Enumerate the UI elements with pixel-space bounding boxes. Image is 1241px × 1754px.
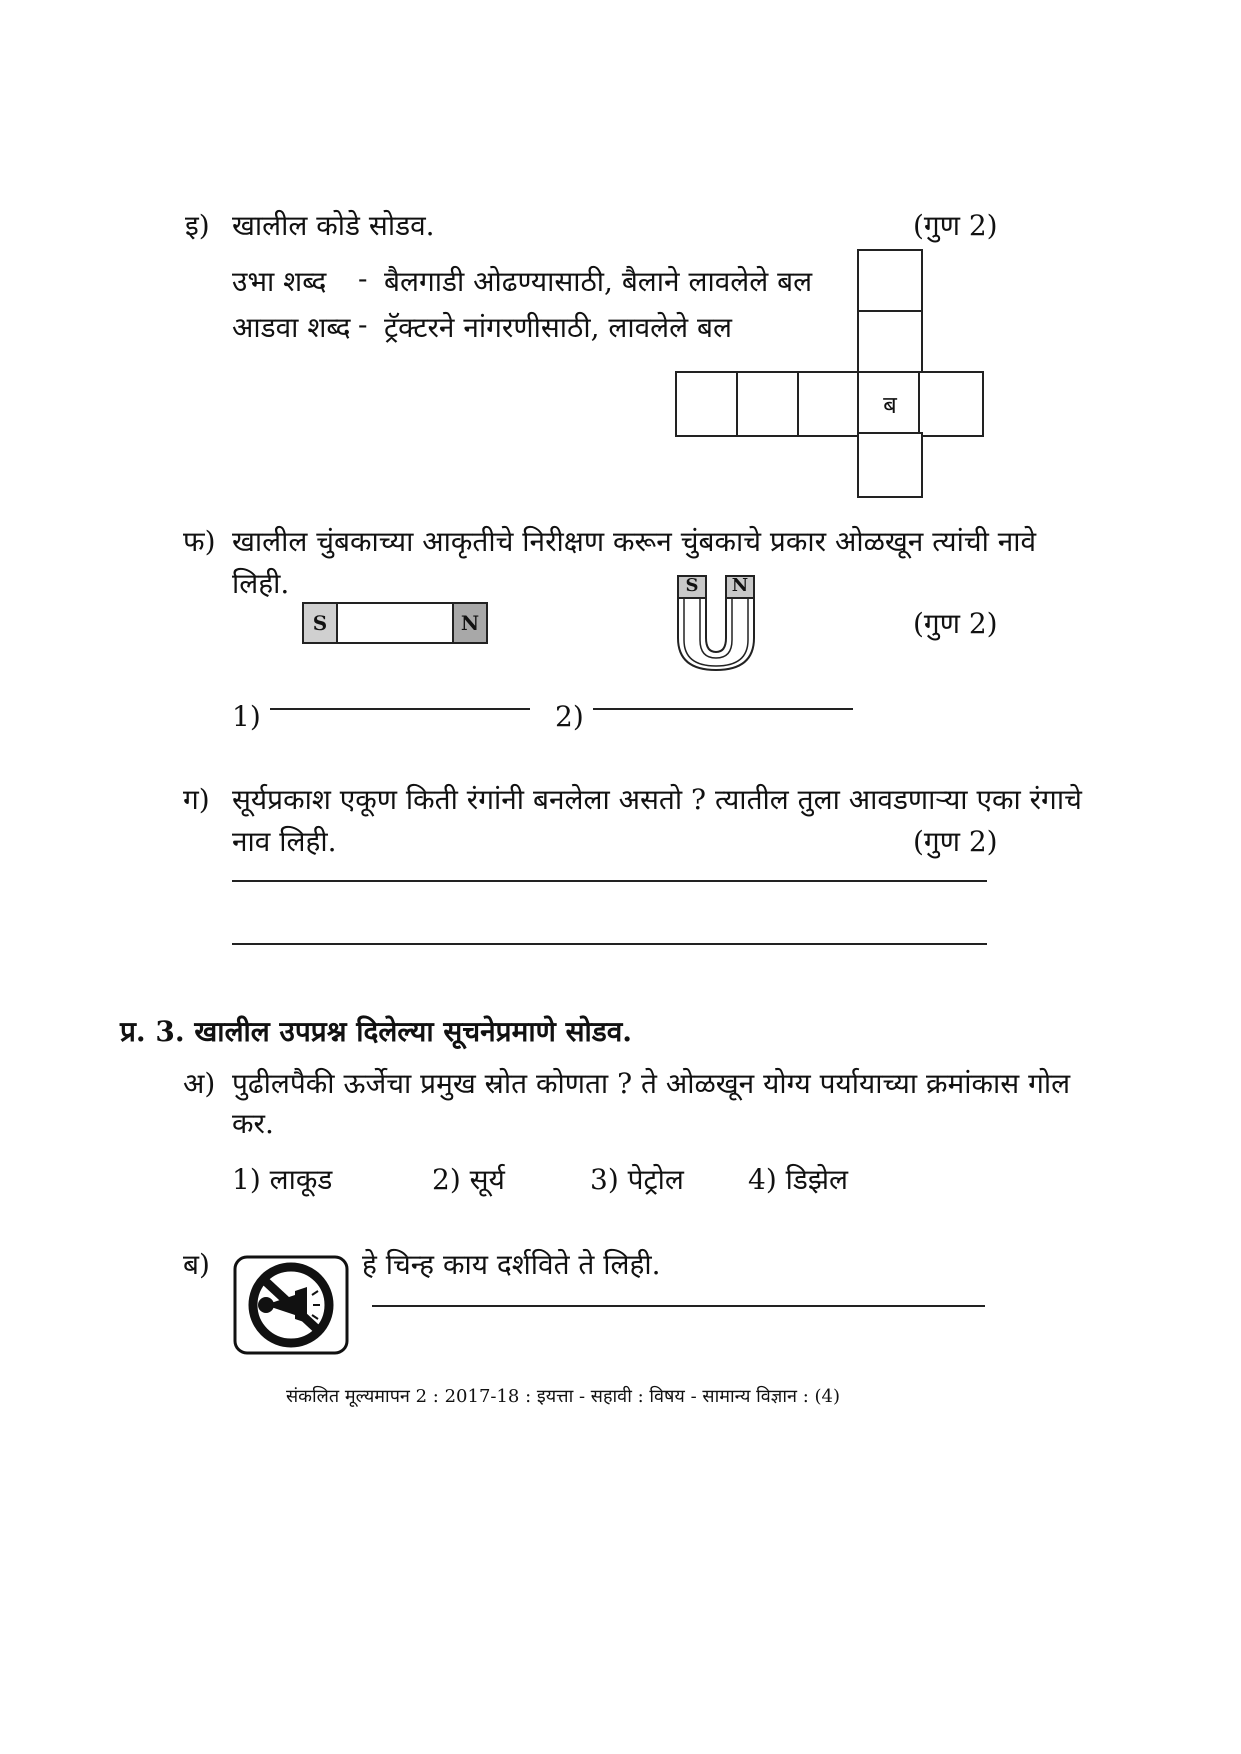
question-3a-text-line2: कर.: [232, 1107, 274, 1140]
crossword-cell[interactable]: [857, 249, 923, 315]
horizontal-word-sep: -: [358, 308, 368, 341]
answer-line[interactable]: [232, 880, 987, 882]
answer-1-line[interactable]: [270, 708, 530, 710]
vertical-word-clue: बैलगाडी ओढण्यासाठी, बैलाने लावलेले बल: [384, 265, 813, 298]
horizontal-word-label: आडवा शब्द: [232, 311, 351, 344]
option-4[interactable]: 4) डिझेल: [748, 1163, 849, 1196]
question-f-text-line2: लिही.: [232, 567, 290, 600]
vertical-word-sep: -: [358, 262, 368, 295]
option-2[interactable]: 2) सूर्य: [432, 1163, 505, 1196]
question-3b-label: ब): [183, 1248, 210, 1281]
question-g-text-line2: नाव लिही.: [232, 825, 337, 858]
answer-2-line[interactable]: [593, 708, 853, 710]
question-e-marks: (गुण 2): [913, 209, 998, 242]
bar-magnet-south: S: [304, 604, 338, 642]
u-magnet-south: S: [685, 575, 699, 596]
answer-line[interactable]: [372, 1305, 985, 1307]
question-f-text-line1: खालील चुंबकाच्या आकृतीचे निरीक्षण करून चुंबकाचे प्रकार ओळखून त्यांची नावे: [232, 525, 1037, 558]
crossword-cell-given: ब: [857, 371, 923, 437]
crossword-cell[interactable]: [736, 371, 802, 437]
question-e-label: इ): [185, 209, 210, 242]
question-g-label: ग): [183, 783, 210, 816]
vertical-word-label: उभा शब्द: [232, 265, 327, 298]
u-magnet-north: N: [731, 575, 749, 596]
question-3a-label: अ): [183, 1067, 216, 1100]
u-magnet: [668, 572, 764, 674]
bar-magnet: [302, 602, 488, 644]
question-e-text: खालील कोडे सोडव.: [232, 209, 435, 242]
question-3b-text: हे चिन्ह काय दर्शविते ते लिही.: [362, 1248, 661, 1281]
option-1[interactable]: 1) लाकूड: [232, 1163, 333, 1196]
question-g-text-line1: सूर्यप्रकाश एकूण किती रंगांनी बनलेला असतो ? त्यातील तुला आवडणाऱ्या एका रंगाचे: [232, 783, 1082, 816]
crossword-cell[interactable]: [857, 310, 923, 376]
crossword-cell[interactable]: [857, 432, 923, 498]
question-3a-text-line1: पुढीलपैकी ऊर्जेचा प्रमुख स्रोत कोणता ? ते ओळखून योग्य पर्यायाच्या क्रमांकास गोल: [232, 1067, 1071, 1100]
question-3-heading: प्र. 3. खालील उपप्रश्न दिलेल्या सूचनेप्रमाणे सोडव.: [120, 1015, 633, 1048]
answer-line[interactable]: [232, 943, 987, 945]
no-horn-sign-icon: [233, 1255, 349, 1355]
bar-magnet-north: N: [452, 604, 486, 642]
crossword-cell[interactable]: [797, 371, 863, 437]
answer-1-label: 1): [232, 700, 261, 733]
question-g-marks: (गुण 2): [913, 825, 998, 858]
crossword-cell[interactable]: [675, 371, 741, 437]
question-f-marks: (गुण 2): [913, 607, 998, 640]
option-3[interactable]: 3) पेट्रोल: [590, 1163, 684, 1196]
page-footer: संकलित मूल्यमापन 2 : 2017-18 : इयत्ता - सहावी : विषय - सामान्य विज्ञान : (4): [286, 1386, 840, 1407]
question-f-label: फ): [183, 525, 216, 558]
crossword-cell[interactable]: [918, 371, 984, 437]
answer-2-label: 2): [555, 700, 584, 733]
horizontal-word-clue: ट्रॅक्टरने नांगरणीसाठी, लावलेले बल: [384, 311, 733, 344]
